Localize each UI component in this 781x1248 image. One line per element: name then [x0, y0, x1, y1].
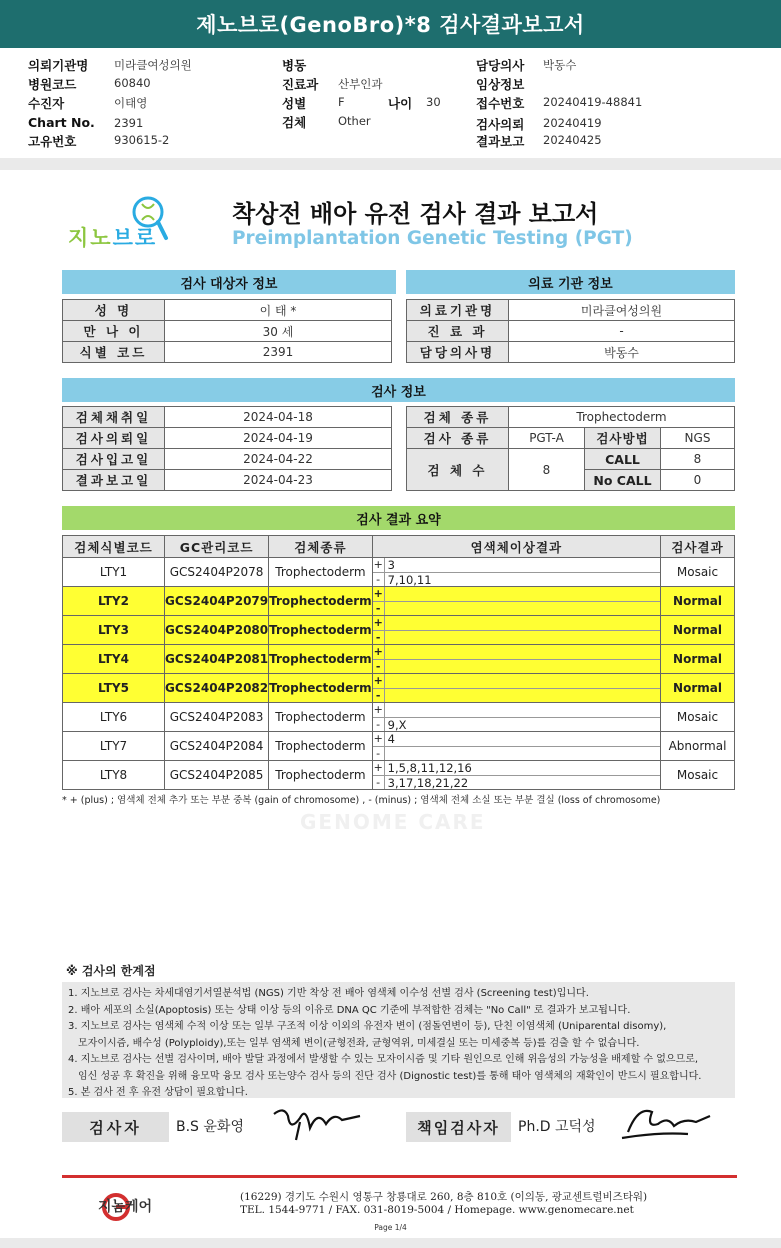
page-separator: [0, 158, 781, 170]
subject-name-label: 성 명: [63, 300, 165, 321]
result-gc-code: GCS2404P2081: [165, 645, 269, 674]
chromosome-loss-line: [373, 630, 660, 644]
report-label: 결과보고일: [63, 470, 165, 491]
result-gc-code: GCS2404P2083: [165, 703, 269, 732]
col-result: 검사결과: [661, 536, 735, 558]
result-sample-id: LTY5: [63, 674, 165, 703]
logo-word-a: 지노: [68, 226, 113, 250]
doctor-label: 담당의사: [476, 58, 525, 73]
section-results: 검사 결과 요약: [62, 506, 735, 530]
result-sample-id: LTY8: [63, 761, 165, 790]
gain-chromosomes: 4: [387, 732, 395, 746]
tester-name: B.S 윤화영: [176, 1119, 244, 1135]
chromosome-gain-line: [373, 645, 660, 659]
result-sample-id: LTY1: [63, 558, 165, 587]
plus-sign: +: [373, 761, 383, 774]
result-chromosome: [372, 674, 660, 703]
test-type: PGT-A: [509, 428, 585, 449]
logo-wordmark: [68, 222, 157, 252]
subject-id-label: 식별 코드: [63, 342, 165, 363]
plus-sign: +: [373, 587, 383, 600]
chromosome-loss-line: [373, 746, 660, 760]
limitations-box: [62, 982, 735, 1098]
gain-chromosomes: 3: [387, 558, 395, 572]
result-chromosome: [372, 703, 660, 732]
meta-info: [0, 50, 781, 160]
report-date-value: 20240425: [543, 133, 602, 147]
count: 8: [509, 449, 585, 491]
unique-value: 930615-2: [114, 133, 170, 147]
result-sample-id: LTY4: [63, 645, 165, 674]
request-label: 검사의뢰: [476, 117, 525, 132]
footer-contact: TEL. 1544-9771 / FAX. 031-8019-5004 / Homepage. www.genomecare.net: [240, 1204, 634, 1216]
clinical-label: 임상정보: [476, 77, 525, 92]
chromosome-gain-line: [373, 587, 660, 601]
hospital-value: 미라클여성의원: [114, 58, 192, 72]
result-status: Mosaic: [661, 761, 735, 790]
chromosome-loss-line: [373, 659, 660, 673]
tester-signature-icon: [270, 1102, 366, 1144]
loss-chromosomes: 3,17,18,21,22: [387, 775, 469, 790]
result-chromosome: [372, 558, 660, 587]
result-specimen: Trophectoderm: [269, 558, 373, 587]
nocall-label: No CALL: [585, 470, 661, 491]
result-specimen: Trophectoderm: [269, 674, 373, 703]
results-table: [62, 535, 735, 790]
result-specimen: Trophectoderm: [269, 587, 373, 616]
subject-id: 2391: [165, 342, 392, 363]
col-sample-id: 검체식별코드: [63, 536, 165, 558]
subject-name: 이 태 *: [165, 300, 392, 321]
method-label: 검사방법: [585, 428, 661, 449]
result-sample-id: LTY6: [63, 703, 165, 732]
chromosome-gain-line: [373, 616, 660, 630]
specimen-label: 검체: [282, 115, 307, 130]
result-row: [63, 558, 735, 587]
nocall: 0: [661, 470, 735, 491]
tester-label: 검사자: [62, 1112, 169, 1142]
inst-doctor-label: 담당의사명: [407, 342, 509, 363]
hospital-label: 의뢰기관명: [28, 58, 89, 73]
result-gc-code: GCS2404P2082: [165, 674, 269, 703]
inst-doctor: 박동수: [509, 342, 735, 363]
plus-sign: +: [373, 558, 383, 571]
report-date-label: 결과보고: [476, 134, 525, 149]
age-value: 30: [426, 95, 441, 109]
call-label: CALL: [585, 449, 661, 470]
result-row: [63, 761, 735, 790]
doctor-value: 박동수: [543, 58, 577, 72]
result-status: Abnormal: [661, 732, 735, 761]
result-gc-code: GCS2404P2079: [165, 587, 269, 616]
limitation-item: 모자이시즘, 배수성 (Polyploidy),또는 일부 염색체 변이(균형전좌, 균형역위, 미세결실 또는 미세중복 등)를 검출 할 수 없습니다.: [78, 1037, 640, 1049]
minus-sign: -: [373, 718, 385, 731]
result-specimen: Trophectoderm: [269, 703, 373, 732]
subject-age: 30 세: [165, 321, 392, 342]
request-date-label: 검사의뢰일: [63, 428, 165, 449]
section-subject: 검사 대상자 정보: [62, 270, 396, 294]
collect-label: 검체채취일: [63, 407, 165, 428]
limitations-title: ※ 검사의 한계점: [66, 964, 156, 978]
result-specimen: Trophectoderm: [269, 732, 373, 761]
chromosome-gain-line: [373, 703, 660, 717]
minus-sign: -: [373, 631, 385, 644]
watermark: GENOME CARE: [300, 810, 486, 834]
inst-dept: -: [509, 321, 735, 342]
plus-sign: +: [373, 645, 383, 658]
col-gc-code: GC관리코드: [165, 536, 269, 558]
ward-label: 병동: [282, 58, 307, 73]
receive-date: 2024-04-22: [165, 449, 392, 470]
call: 8: [661, 449, 735, 470]
minus-sign: -: [373, 660, 385, 673]
age-label: 나이: [388, 96, 413, 111]
limitation-item: 4. 지노브로 검사는 선별 검사이며, 배아 발달 과정에서 발생할 수 있는 모자이시즘 및 기타 원인으로 인해 위음성의 가능성을 배제할 수 없으므로,: [68, 1054, 699, 1065]
dept-value: 산부인과: [338, 77, 383, 91]
report-page: [0, 170, 781, 1238]
hospital-code-value: 60840: [114, 76, 151, 90]
result-chromosome: [372, 761, 660, 790]
report-date: 2024-04-23: [165, 470, 392, 491]
chart-value: 2391: [114, 116, 144, 130]
result-chromosome: [372, 616, 660, 645]
test-detail-table: [406, 406, 735, 491]
inst-name-label: 의료기관명: [407, 300, 509, 321]
receipt-label: 접수번호: [476, 96, 525, 111]
footer-company: 지놈케어: [98, 1199, 153, 1215]
section-test-info: 검사 정보: [62, 378, 735, 402]
section-institution: 의료 기관 정보: [406, 270, 735, 294]
result-gc-code: GCS2404P2084: [165, 732, 269, 761]
chart-label: Chart No.: [28, 115, 95, 130]
count-label: 검 체 수: [407, 449, 509, 491]
method: NGS: [661, 428, 735, 449]
sex-label: 성별: [282, 96, 307, 111]
receive-label: 검사입고일: [63, 449, 165, 470]
minus-sign: -: [373, 776, 385, 789]
test-type-label: 검사 종류: [407, 428, 509, 449]
result-sample-id: LTY3: [63, 616, 165, 645]
dept-label: 진료과: [282, 77, 319, 92]
specimen-type: Trophectoderm: [509, 407, 735, 428]
col-chromosome: 염색체이상결과: [372, 536, 660, 558]
limitation-item: 5. 본 검사 전 후 유전 상담이 필요합니다.: [68, 1087, 248, 1098]
request-value: 20240419: [543, 116, 602, 130]
result-status: Mosaic: [661, 703, 735, 732]
inst-dept-label: 진 료 과: [407, 321, 509, 342]
loss-chromosomes: 7,10,11: [387, 572, 432, 587]
bottom-separator: [0, 1238, 781, 1248]
inst-name: 미라클여성의원: [509, 300, 735, 321]
result-sample-id: LTY7: [63, 732, 165, 761]
collect-date: 2024-04-18: [165, 407, 392, 428]
result-specimen: Trophectoderm: [269, 761, 373, 790]
result-row: [63, 616, 735, 645]
report-title: 착상전 배아 유전 검사 결과 보고서: [232, 200, 599, 228]
request-date: 2024-04-19: [165, 428, 392, 449]
sex-value: F: [338, 95, 345, 109]
result-status: Mosaic: [661, 558, 735, 587]
page-number: Page 1/4: [374, 1223, 407, 1232]
chromosome-loss-line: [373, 601, 660, 615]
result-chromosome: [372, 732, 660, 761]
specimen-type-label: 검체 종류: [407, 407, 509, 428]
subject-age-label: 만 나 이: [63, 321, 165, 342]
result-status: Normal: [661, 674, 735, 703]
footer-address: (16229) 경기도 수원시 영통구 창룡대로 260, 8층 810호 (이의동, 광교센트럴비즈타워): [240, 1191, 648, 1203]
chromosome-gain-line: [373, 558, 660, 572]
logo-word-b: 브로: [112, 226, 158, 250]
supervisor-label: 책임검사자: [406, 1112, 511, 1142]
supervisor-name: Ph.D 고덕성: [518, 1119, 596, 1135]
result-status: Normal: [661, 645, 735, 674]
chromosome-gain-line: [373, 674, 660, 688]
result-status: Normal: [661, 616, 735, 645]
chromosome-loss-line: [373, 572, 660, 586]
plus-sign: +: [373, 616, 383, 629]
col-specimen: 검체종류: [269, 536, 373, 558]
chromosome-loss-line: [373, 775, 660, 789]
report-subtitle: Preimplantation Genetic Testing (PGT): [232, 228, 633, 249]
loss-chromosomes: 9,X: [387, 717, 407, 732]
result-row: [63, 674, 735, 703]
results-footnote: * + (plus) ; 염색체 전체 추가 또는 부분 중복 (gain of chromosome) , - (minus) ; 염색체 전체 소실 또는 부분 결실 (loss of chromosome): [62, 795, 661, 806]
chromosome-loss-line: [373, 688, 660, 702]
report-header-title: 제노브로(GenoBro)*8 검사결과보고서: [0, 0, 781, 48]
patient-label: 수진자: [28, 96, 65, 111]
test-dates-table: [62, 406, 392, 491]
result-chromosome: [372, 645, 660, 674]
result-row: [63, 645, 735, 674]
gain-chromosomes: 1,5,8,11,12,16: [387, 761, 472, 775]
result-gc-code: GCS2404P2080: [165, 616, 269, 645]
footer-divider: [62, 1175, 737, 1178]
result-row: [63, 587, 735, 616]
receipt-value: 20240419-48841: [543, 95, 643, 109]
chromosome-loss-line: [373, 717, 660, 731]
minus-sign: -: [373, 747, 385, 760]
supervisor-signature-icon: [618, 1102, 714, 1144]
limitation-item: 임신 성공 후 확진을 위해 융모막 융모 검사 또는양수 검사 등의 진단 검사 (Dignostic test)를 통해 태아 염색체의 재확인이 반드시 필요합니다.: [78, 1070, 702, 1082]
result-chromosome: [372, 587, 660, 616]
minus-sign: -: [373, 573, 385, 586]
result-specimen: Trophectoderm: [269, 645, 373, 674]
minus-sign: -: [373, 689, 385, 702]
limitation-item: 3. 지노브로 검사는 염색체 수적 이상 또는 일부 구조적 이상 이외의 유전자 변이 (점돌연변이 등), 단친 이염색체 (Uniparental disomy),: [68, 1021, 667, 1032]
result-row: [63, 703, 735, 732]
result-sample-id: LTY2: [63, 587, 165, 616]
limitation-item: 2. 배아 세포의 소실(Apoptosis) 또는 상태 이상 등의 이유로 DNA QC 기준에 부적합한 검체는 "No Call" 로 결과가 보고됩니다.: [68, 1004, 631, 1016]
patient-value: 이태영: [114, 96, 148, 110]
result-gc-code: GCS2404P2085: [165, 761, 269, 790]
plus-sign: +: [373, 703, 383, 716]
chromosome-gain-line: [373, 732, 660, 746]
institution-table: [406, 299, 735, 363]
specimen-value: Other: [338, 114, 371, 128]
minus-sign: -: [373, 602, 385, 615]
unique-label: 고유번호: [28, 134, 77, 149]
result-specimen: Trophectoderm: [269, 616, 373, 645]
result-status: Normal: [661, 587, 735, 616]
hospital-code-label: 병원코드: [28, 77, 77, 92]
chromosome-gain-line: [373, 761, 660, 775]
plus-sign: +: [373, 674, 383, 687]
limitation-item: 1. 지노브로 검사는 차세대염기서열분석법 (NGS) 기반 착상 전 배아 염색체 이수성 선별 검사 (Screening test)입니다.: [68, 988, 589, 999]
result-row: [63, 732, 735, 761]
result-gc-code: GCS2404P2078: [165, 558, 269, 587]
subject-table: [62, 299, 392, 363]
plus-sign: +: [373, 732, 383, 745]
